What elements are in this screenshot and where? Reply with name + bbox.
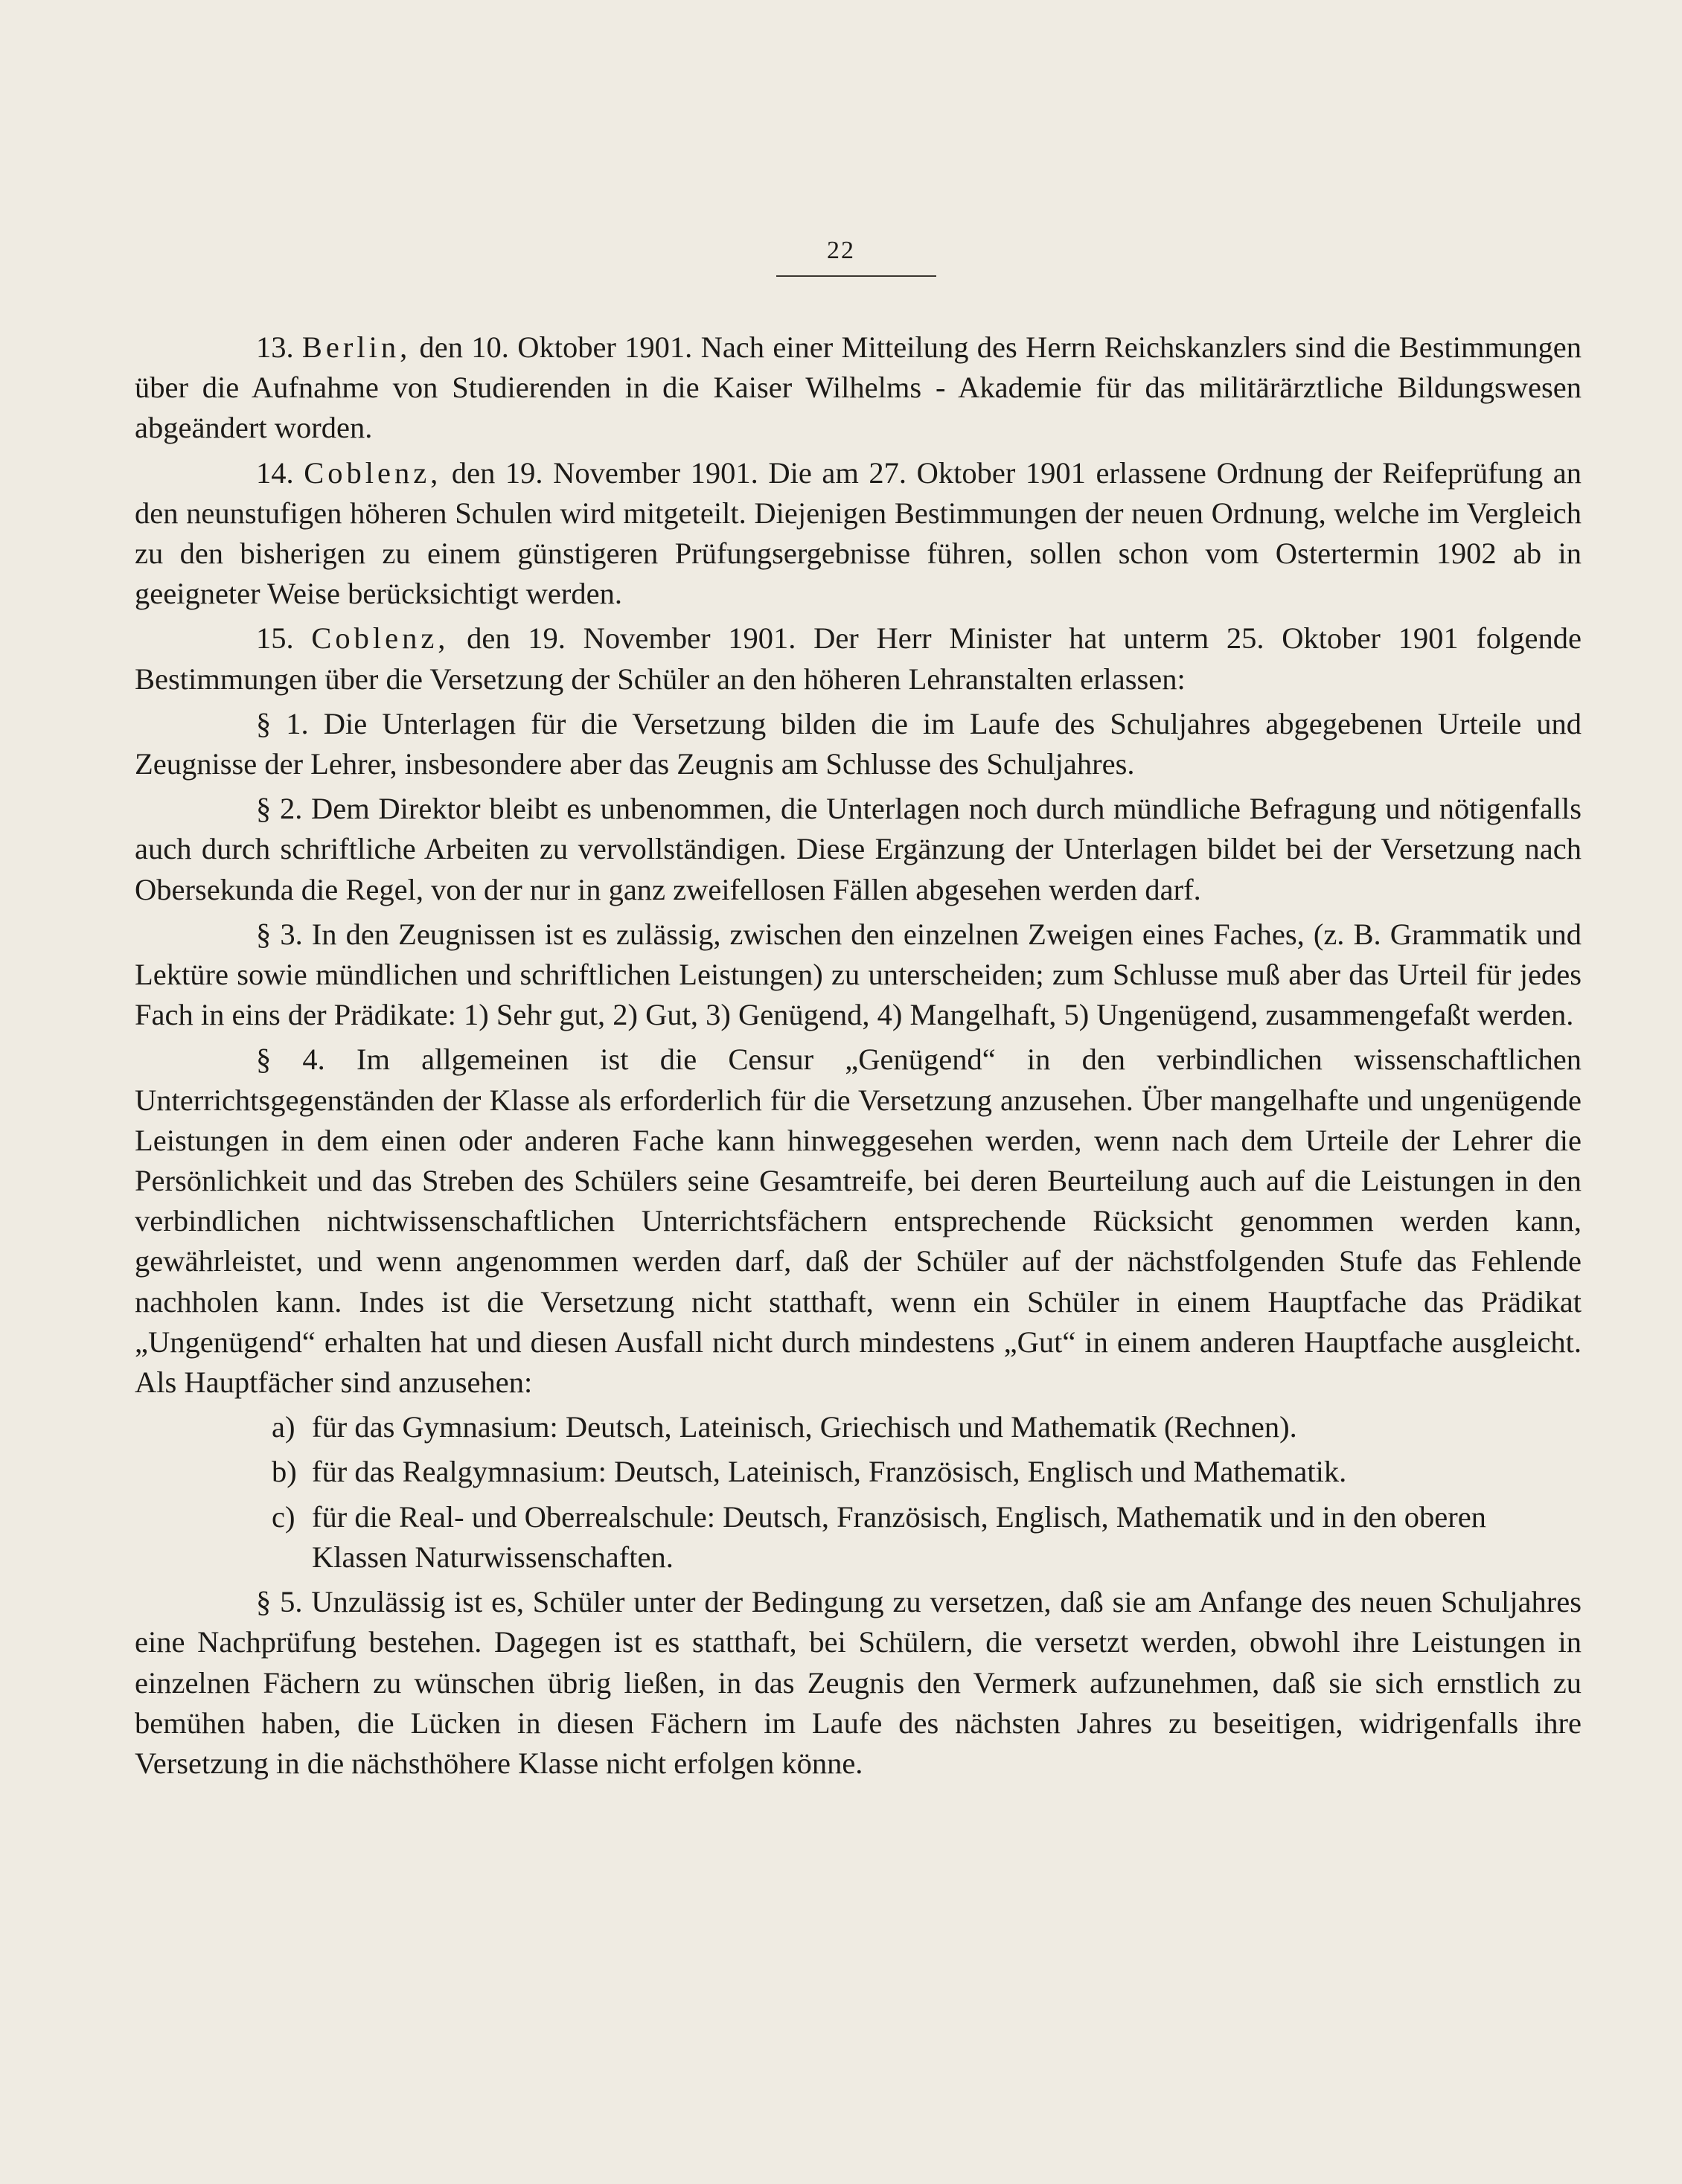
list-text: für das Gymnasium: Deutsch, Lateinisch, Griechisch und Mathematik (Rechnen). [312, 1410, 1297, 1444]
list-item-a [135, 1407, 1582, 1447]
item-place: Coblenz, [304, 455, 442, 490]
list-text: für das Realgymnasium: Deutsch, Lateinisch, Französisch, Englisch und Mathematik. [312, 1455, 1347, 1489]
item-number: 13. [256, 330, 294, 364]
item-number: 14. [256, 455, 294, 490]
section-3: § 3. In den Zeugnissen ist es zulässig, zwischen den einzelnen Zweigen eines Faches, (z. B. Grammatik und Lektüre sowie mündlichen und schriftlichen Leistungen) zu unterscheiden; zum Schlusse muß aber das Urteil für jedes Fach in eins der Prädikate: 1) Sehr gut, 2) Gut, 3) Genügend, 4) Mangelhaft, 5) Ungenügend, zusammengefaßt werden. [135, 917, 1582, 1032]
item-text: den 19. November 1901. Der Herr Minister hat unterm 25. Oktober 1901 folgende Bestimmungen über die Versetzung der Schüler an den höheren Lehranstalten erlassen: [135, 621, 1582, 696]
list-marker: b) [272, 1455, 297, 1489]
item-14 [135, 453, 1582, 615]
list-item-b [135, 1452, 1582, 1492]
section-1: § 1. Die Unterlagen für die Versetzung bilden die im Laufe des Schuljahres abgegebenen Urteile und Zeugnisse der Lehrer, insbesondere aber das Zeugnis am Schlusse des Schuljahres. [135, 706, 1582, 781]
item-text: den 10. Oktober 1901. Nach einer Mitteilung des Herrn Reichskanzlers sind die Bestimmungen über die Aufnahme von Studierenden in die Kaiser Wilhelms - Akademie für das militärärztliche Bildungswesen abgeändert worden. [135, 330, 1582, 445]
item-15 [135, 618, 1582, 699]
item-text: den 19. November 1901. Die am 27. Oktober 1901 erlassene Ordnung der Reifeprüfung an den neunstufigen höheren Schulen wird mitgeteilt. Diejenigen Bestimmungen der neuen Ordnung, welche im Vergleich zu den bisherigen zu einem günstigeren Prüfungsergebnisse führen, sollen schon vom Ostertermin 1902 ab in geeigneter Weise berücksichtigt werden. [135, 455, 1582, 611]
section-2: § 2. Dem Direktor bleibt es unbenommen, die Unterlagen noch durch mündliche Befragung und nötigenfalls auch durch schriftliche Arbeiten zu vervollständigen. Diese Ergänzung der Unterlagen bildet bei der Versetzung nach Obersekunda die Regel, von der nur in ganz zweifellosen Fällen abgesehen werden darf. [135, 792, 1582, 906]
list-text: für die Real- und Oberrealschule: Deutsch, Französisch, Englisch, Mathematik und in den oberen Klassen Naturwissenschaften. [312, 1499, 1486, 1574]
list-marker: c) [272, 1499, 295, 1534]
section-5: § 5. Unzulässig ist es, Schüler unter der Bedingung zu versetzen, daß sie am Anfange des neuen Schuljahres eine Nachprüfung bestehen. Dagegen ist es statthaft, bei Schülern, die versetzt werden, obwohl ihre Leistungen in einzelnen Fächern zu wünschen übrig ließen, in das Zeugnis den Vermerk aufzunehmen, daß sie sich ernstlich zu bemühen haben, die Lücken in diesen Fächern im Laufe des nächsten Jahres zu beseitigen, widrigenfalls ihre Versetzung in die nächsthöhere Klasse nicht erfolgen könne. [135, 1585, 1582, 1780]
section-4: § 4. Im allgemeinen ist die Censur „Genügend“ in den verbindlichen wissenschaftlichen Unterrichtsgegenständen der Klasse als erforderlich für die Versetzung anzusehen. Über mangelhafte und ungenügende Leistungen in dem einen oder anderen Fache kann hinweggesehen werden, wenn nach dem Urteile der Lehrer die Persönlichkeit und das Streben des Schülers seine Gesamtreife, bei deren Beurteilung auch auf die Leistungen in den verbindlichen nichtwissenschaftlichen Unterrichtsfächern entsprechende Rücksicht genommen werden kann, gewährleistet, und wenn angenommen werden darf, daß der Schüler auf der nächstfolgenden Stufe das Fehlende nachholen kann. Indes ist die Versetzung nicht statthaft, wenn ein Schüler in einem Hauptfache das Prädikat „Ungenügend“ erhalten hat und diesen Ausfall nicht durch mindestens „Gut“ in einem anderen Hauptfache ausgleicht. Als Hauptfächer sind anzusehen: [135, 1043, 1582, 1400]
page-number: 22 [827, 237, 855, 264]
list-item-c [135, 1497, 1582, 1578]
item-number: 15. [256, 621, 294, 656]
item-place: Coblenz, [311, 621, 450, 656]
list-marker: a) [272, 1410, 295, 1444]
header-rule [776, 275, 936, 277]
item-place: Berlin, [301, 330, 412, 364]
document-body [135, 327, 1582, 1788]
item-13 [135, 327, 1582, 449]
